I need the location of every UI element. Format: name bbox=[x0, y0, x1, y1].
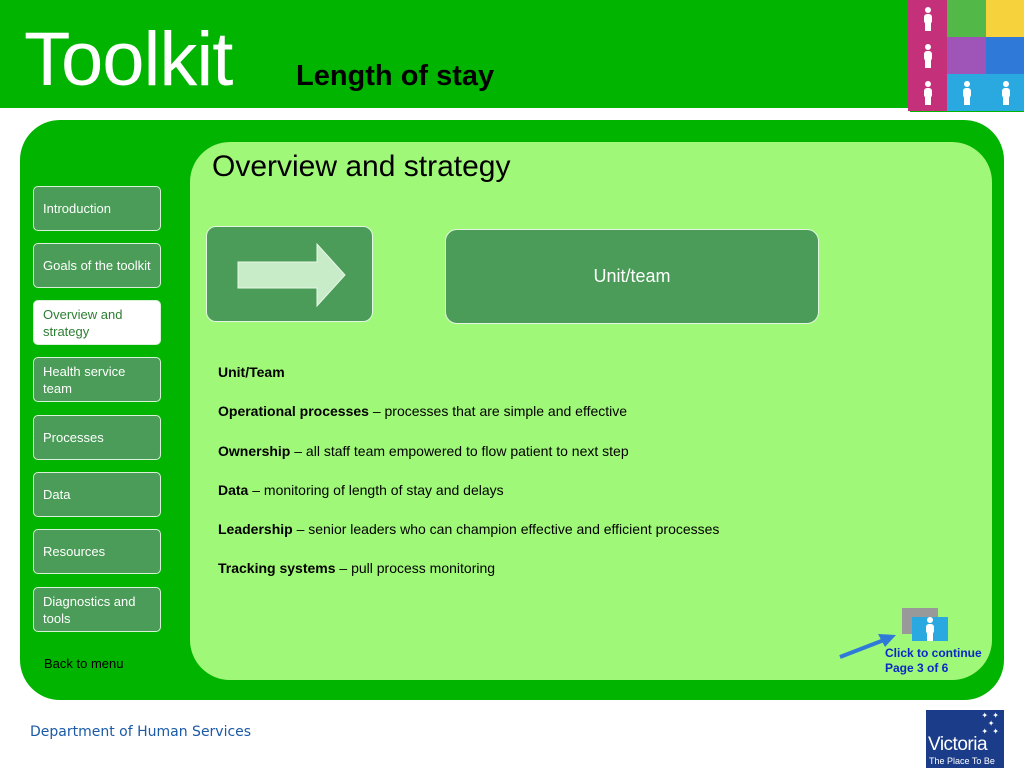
list-item-description: – processes that are simple and effective bbox=[368, 403, 628, 420]
list-item bbox=[218, 403, 918, 442]
southern-cross-icon: ✦ ✦ ✦ ✦ ✦ bbox=[981, 711, 1000, 736]
sidebar-item-processes[interactable] bbox=[33, 415, 161, 460]
page-indicator: Page 3 of 6 bbox=[885, 661, 949, 675]
sidebar-item-data[interactable] bbox=[33, 472, 161, 517]
mosaic-tile bbox=[947, 37, 986, 74]
list-item-term: Unit/Team bbox=[218, 364, 285, 380]
sidebar-item-overview-and-strategy[interactable] bbox=[33, 300, 161, 345]
list-item bbox=[218, 521, 918, 560]
sidebar-item-label: Diagnostics and tools bbox=[43, 593, 136, 626]
list-item bbox=[218, 443, 918, 482]
strategy-list bbox=[218, 364, 918, 600]
mosaic-tile bbox=[908, 74, 947, 111]
person-icon bbox=[962, 81, 972, 105]
list-item-term: Operational processes bbox=[218, 403, 369, 420]
page-subtitle: Length of stay bbox=[296, 60, 495, 92]
sidebar-item-diagnostics-and-tools[interactable] bbox=[33, 587, 161, 632]
mosaic-tile bbox=[986, 74, 1024, 111]
person-icon bbox=[923, 81, 933, 105]
list-item bbox=[218, 364, 918, 403]
back-to-menu-link[interactable]: Back to menu bbox=[44, 656, 124, 671]
person-icon bbox=[925, 617, 935, 641]
list-item bbox=[218, 482, 918, 521]
sidebar-item-label: Goals of the toolkit bbox=[43, 258, 151, 273]
sidebar-item-goals-of-the-toolkit[interactable] bbox=[33, 243, 161, 288]
app-title: Toolkit bbox=[24, 17, 233, 102]
sidebar-item-label: Data bbox=[43, 487, 71, 502]
list-item bbox=[218, 560, 918, 599]
mosaic-tile bbox=[986, 37, 1024, 74]
unit-team-box bbox=[445, 229, 819, 324]
sidebar-item-health-service-team[interactable] bbox=[33, 357, 161, 402]
header-divider bbox=[0, 108, 910, 112]
list-item-term: Leadership bbox=[218, 521, 293, 538]
mosaic-tile bbox=[947, 74, 986, 111]
continue-icon-front-tile bbox=[912, 617, 948, 641]
person-icon bbox=[923, 7, 933, 31]
continue-icon[interactable] bbox=[902, 608, 948, 642]
sidebar-item-resources[interactable] bbox=[33, 529, 161, 574]
arrow-box bbox=[206, 226, 373, 322]
mosaic-tile bbox=[908, 0, 947, 37]
page-title: Overview and strategy bbox=[212, 150, 511, 183]
sidebar-item-label: Overview and strategy bbox=[43, 306, 123, 339]
department-name: Department of Human Services bbox=[30, 724, 252, 740]
list-item-description: – senior leaders who can champion effective and efficient processes bbox=[292, 521, 720, 538]
sidebar-item-label: Health service team bbox=[43, 363, 126, 396]
sidebar-item-introduction[interactable] bbox=[33, 186, 161, 231]
sidebar-item-label: Introduction bbox=[43, 201, 111, 216]
logo-name: Victoria bbox=[928, 734, 988, 755]
mosaic-tile bbox=[908, 37, 947, 74]
victoria-logo bbox=[926, 710, 1004, 768]
list-item-term: Ownership bbox=[218, 442, 291, 459]
person-icon bbox=[1001, 81, 1011, 105]
mosaic-tile bbox=[986, 0, 1024, 37]
unit-team-label: Unit/team bbox=[593, 266, 671, 286]
header-mosaic bbox=[908, 0, 1024, 112]
sidebar-item-label: Resources bbox=[43, 544, 106, 559]
list-item-description: – monitoring of length of stay and delays bbox=[248, 481, 504, 498]
continue-label[interactable]: Click to continue bbox=[885, 646, 982, 660]
person-icon bbox=[923, 44, 933, 68]
mosaic-tile bbox=[947, 0, 986, 37]
sidebar-item-label: Processes bbox=[43, 430, 104, 445]
list-item-description: – pull process monitoring bbox=[335, 560, 496, 577]
logo-tagline: The Place To Be bbox=[929, 756, 995, 766]
continue-link[interactable] bbox=[885, 646, 982, 676]
right-arrow-icon bbox=[207, 227, 374, 323]
list-item-description: – all staff team empowered to flow patient to next step bbox=[290, 442, 629, 459]
list-item-term: Tracking systems bbox=[218, 560, 336, 577]
list-item-term: Data bbox=[218, 481, 249, 498]
